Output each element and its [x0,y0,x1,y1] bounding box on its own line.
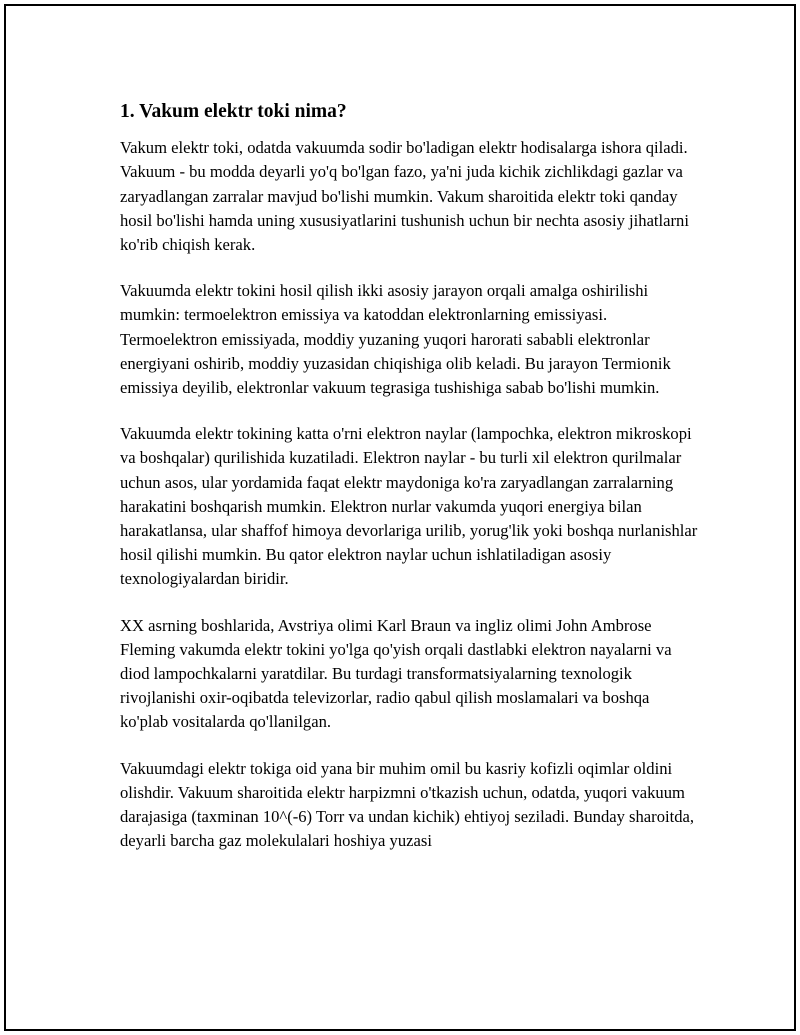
document-page [4,4,796,1031]
section-heading: 1. Vakum elektr toki nima? [120,101,347,122]
paragraph-3: Vakuumda elektr tokining katta o'rni elektron naylar (lampochka, elektron mikroskopi va boshqalar) qurilishida kuzatiladi. Elektron naylar - bu turli xil elektron qurilmalar uchun asos, ular yordamida faqat elektr maydoniga ko'ra zaryadlangan zarralarning harakatini boshqarish mumkin. Elektron nurlar vakumda yuqori energiya bilan harakatlansa, ular shaffof himoya devorlariga urilib, yorug'lik yoki boshqa nurlanishlar hosil qilishi mumkin. Bu qator elektron naylar uchun ishlatiladigan asosiy texnologiyalardan biridir. [120,424,698,589]
paragraph-1: Vakum elektr toki, odatda vakuumda sodir bo'ladigan elektr hodisalarga ishora qiladi. Vakuum - bu modda deyarli yo'q bo'lgan fazo, ya'ni juda kichik zichlikdagi gazlar va zaryadlangan zarralar mavjud bo'lishi mumkin. Vakum sharoitida elektr toki qanday hosil bo'lishi hamda uning xususiyatlarini tushunish uchun bir nechta asosiy jihatlarni ko'rib chiqish kerak. [120,138,689,254]
paragraph-5: Vakuumdagi elektr tokiga oid yana bir muhim omil bu kasriy kofizli oqimlar oldini olishdir. Vakuum sharoitida elektr harpizmni o'tkazish uchun, odatda, yuqori vakuum darajasiga (taxminan 10^(-6) Torr va undan kichik) ehtiyoj seziladi. Bunday sharoitda, deyarli barcha gaz molekulalari hoshiya yuzasi [120,758,695,851]
document-content [120,96,700,875]
paragraph-4: XX asrning boshlarida, Avstriya olimi Karl Braun va ingliz olimi John Ambrose Fleming vakumda elektr tokini yo'lga qo'yish orqali dastlabki elektron nayalarni va diod lampochkalarni yaratdilar. Bu turdagi transformatsiyalarning texnologik rivojlanishi oxir-oqibatda televizorlar, radio qabul qilish moslamalari va boshqa ko'plab vositalarda qo'llanilgan. [120,615,672,732]
paragraph-2: Vakuumda elektr tokini hosil qilish ikki asosiy jarayon orqali amalga oshirilishi mumkin: termoelektron emissiya va katoddan elektronlarning emissiyasi. Termoelektron emissiyada, moddiy yuzaning yuqori harorati sababli elektronlar energiyani oshirib, moddiy yuzasidan chiqishiga olib keladi. Bu jarayon Termionik emissiya deyilib, elektronlar vakuum tegrasiga tushishiga sabab bo'lishi mumkin. [120,281,671,398]
